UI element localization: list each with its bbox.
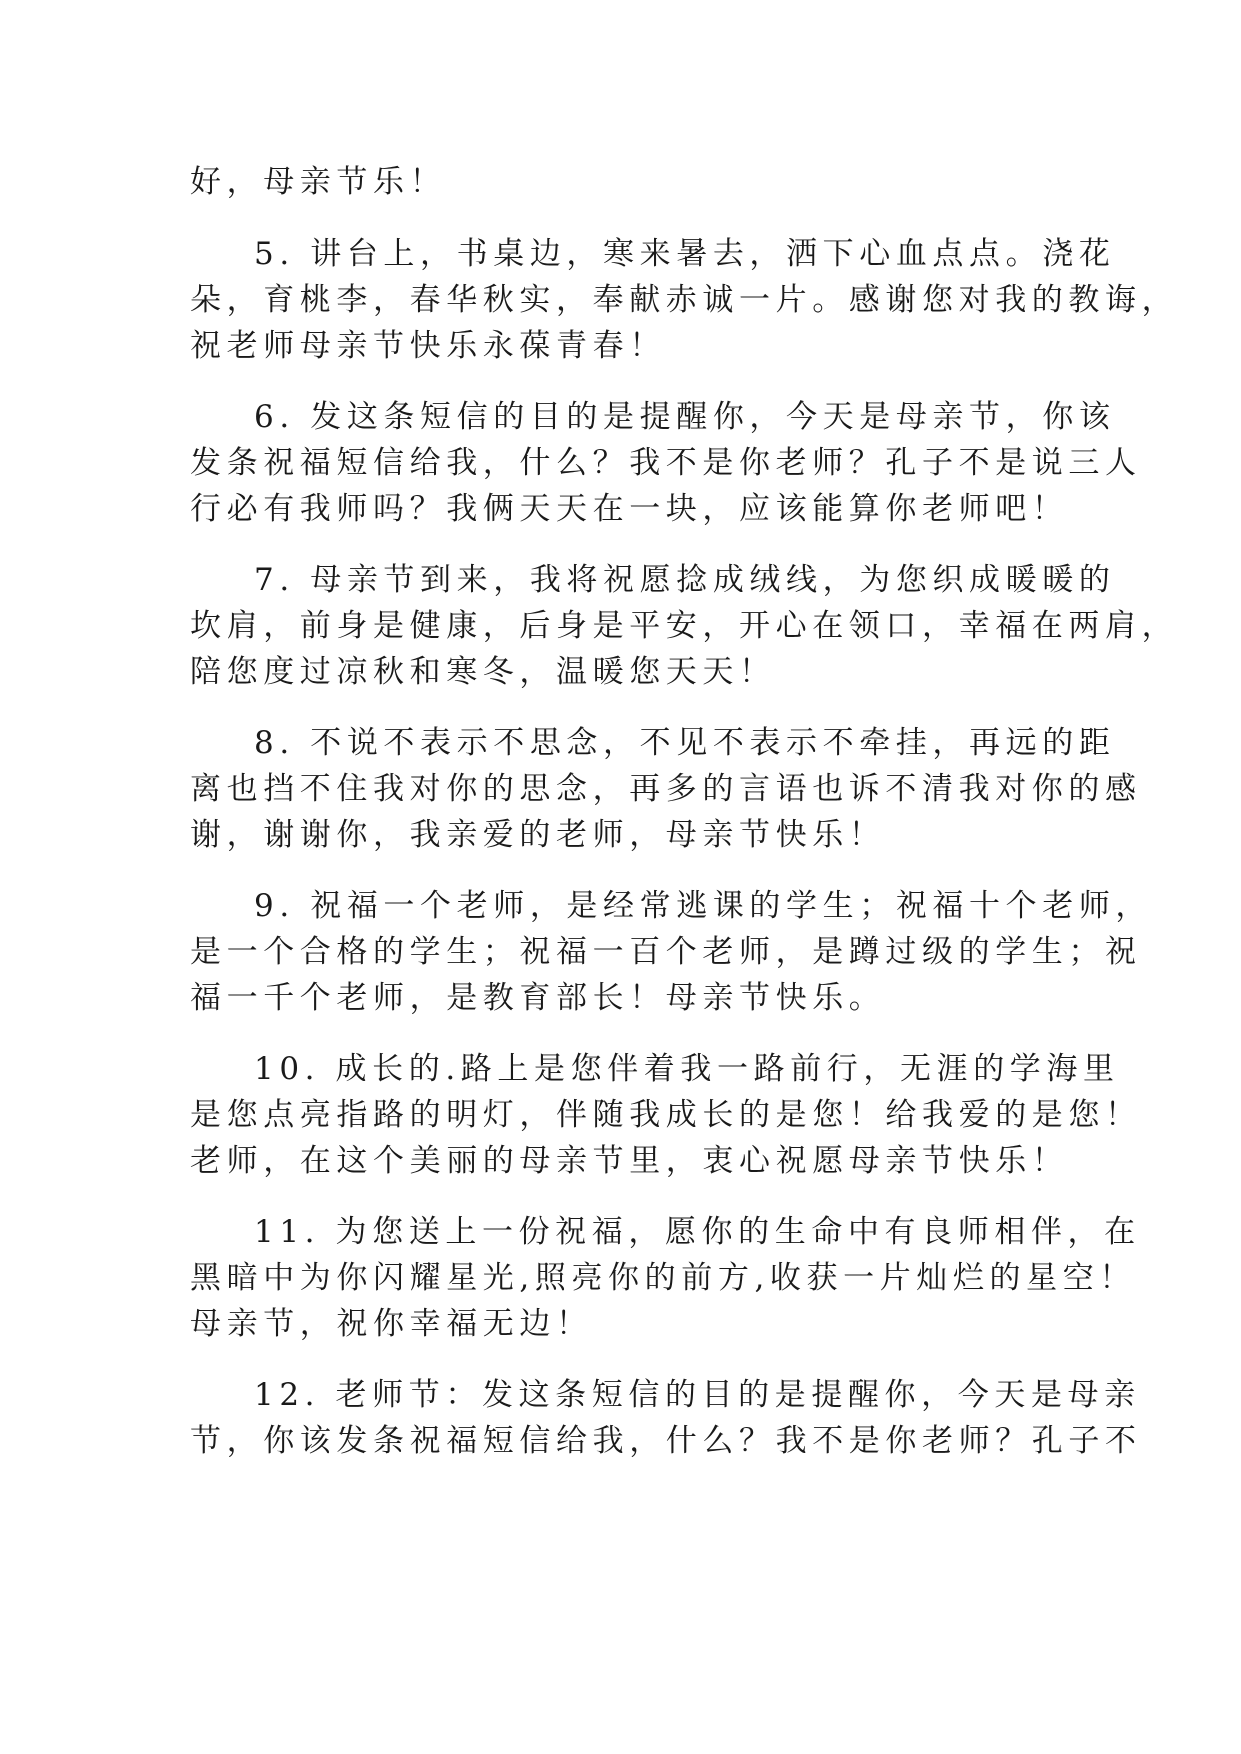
item-11-line-2: 黑暗中为你闪耀星光,照亮你的前方,收获一片灿烂的星空！	[190, 1260, 1136, 1296]
item-11-line-1: 11. 为您送上一份祝福，愿你的生命中有良师相伴，在	[254, 1214, 1141, 1250]
item-10-line-2: 是您点亮指路的明灯，伴随我成长的是您！给我爱的是您！	[190, 1097, 1142, 1133]
item-10-line-1: 10. 成长的.路上是您伴着我一路前行，无涯的学海里	[254, 1051, 1120, 1087]
item-9-line-2: 是一个合格的学生；祝福一百个老师，是蹲过级的学生；祝	[190, 934, 1142, 970]
item-8-line-1: 8. 不说不表示不思念，不见不表示不牵挂，再远的距	[254, 725, 1116, 761]
item-9-line-1: 9. 祝福一个老师，是经常逃课的学生；祝福十个老师，	[254, 888, 1153, 924]
item-7-line-3: 陪您度过凉秋和寒冬，温暖您天天！	[190, 654, 776, 690]
item-8-line-2: 离也挡不住我对你的思念，再多的言语也诉不清我对你的感	[190, 771, 1142, 807]
item-11-line-3: 母亲节，祝你幸福无边！	[190, 1306, 593, 1342]
item-6-line-1: 6. 发这条短信的目的是提醒你，今天是母亲节，你该	[254, 399, 1116, 435]
item-5-line-3: 祝老师母亲节快乐永葆青春！	[190, 328, 666, 364]
item-12-line-1: 12. 老师节：发这条短信的目的是提醒你，今天是母亲	[254, 1377, 1141, 1413]
item-6-line-3: 行必有我师吗？我俩天天在一块，应该能算你老师吧！	[190, 491, 1069, 527]
item-5-line-2: 朵，育桃李，春华秋实，奉献赤诚一片。感谢您对我的教诲，	[190, 282, 1179, 318]
item-8-line-3: 谢，谢谢你，我亲爱的老师，母亲节快乐！	[190, 817, 886, 853]
item-7-line-1: 7. 母亲节到来，我将祝愿捻成绒线，为您织成暖暖的	[254, 562, 1116, 598]
item-5-line-1: 5. 讲台上，书桌边，寒来暑去，洒下心血点点。浇花	[254, 236, 1116, 272]
item-7-line-2: 坎肩，前身是健康，后身是平安，开心在领口，幸福在两肩，	[190, 608, 1179, 644]
item-12-line-2: 节，你该发条祝福短信给我，什么？我不是你老师？孔子不	[190, 1423, 1142, 1459]
item-10-line-3: 老师，在这个美丽的母亲节里，衷心祝愿母亲节快乐！	[190, 1143, 1069, 1179]
item-6-line-2: 发条祝福短信给我，什么？我不是你老师？孔子不是说三人	[190, 445, 1142, 481]
item-9-line-3: 福一千个老师，是教育部长！母亲节快乐。	[190, 980, 886, 1016]
text-line: 好，母亲节乐！	[190, 164, 447, 200]
